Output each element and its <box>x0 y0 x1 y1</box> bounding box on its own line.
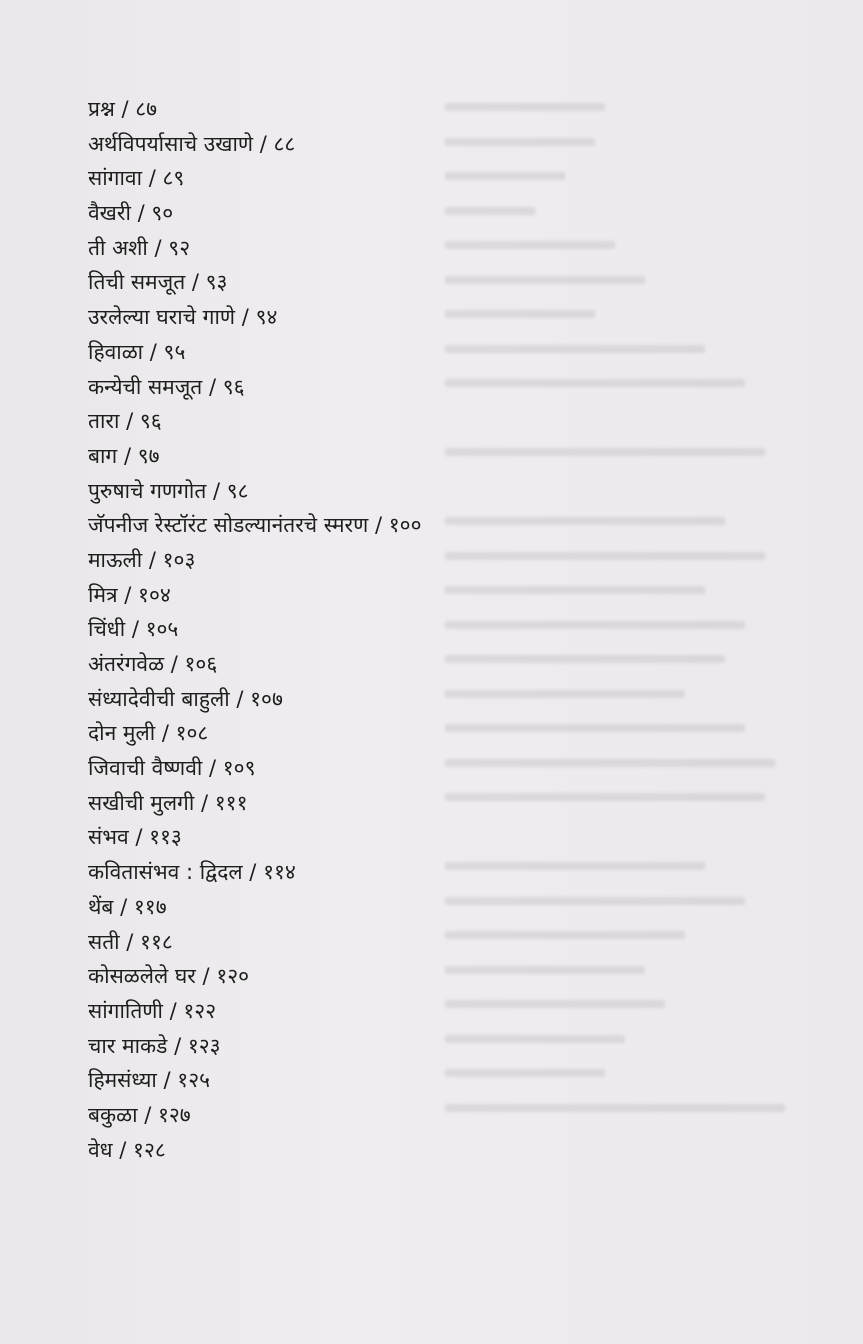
toc-entry <box>88 649 422 684</box>
toc-entry-title: संध्यादेवीची बाहुली <box>88 686 230 711</box>
toc-entry-title: कन्येची समजूत <box>88 374 203 399</box>
toc-entry <box>88 788 422 823</box>
toc-entry-separator: / <box>206 478 227 503</box>
toc-entry-title: सती <box>88 929 120 954</box>
toc-entry-separator: / <box>125 617 146 642</box>
toc-entry <box>88 580 422 615</box>
toc-entry-separator: / <box>194 790 215 815</box>
toc-entry <box>88 163 422 198</box>
toc-entry-title: सांगावा <box>88 166 143 191</box>
toc-entry <box>88 927 422 962</box>
toc-entry <box>88 267 422 302</box>
toc-entry-page-number: १२३ <box>187 1033 221 1058</box>
toc-entry-page-number: ९५ <box>163 339 186 364</box>
toc-entry-title: संभव <box>88 825 129 850</box>
toc-entry <box>88 233 422 268</box>
toc-entry-separator: / <box>142 166 163 191</box>
toc-entry-title: बकुळा <box>88 1102 138 1127</box>
toc-entry <box>88 545 422 580</box>
toc-entry-separator: / <box>119 409 140 434</box>
show-through-text <box>445 95 845 1155</box>
toc-entry-title: प्रश्न <box>88 97 115 121</box>
toc-entry-title: माऊली <box>88 547 143 572</box>
toc-entry-separator: / <box>147 235 169 260</box>
toc-entry-title: हिमसंध्या <box>88 1068 157 1093</box>
toc-entry-page-number: १०५ <box>145 617 179 642</box>
toc-entry-title: थेंब <box>88 894 114 919</box>
toc-entry <box>88 996 422 1031</box>
toc-entry-title: जिवाची वैष्णवी <box>88 756 203 781</box>
toc-entry <box>88 441 422 476</box>
toc-entry-title: वेध <box>88 1137 113 1162</box>
toc-entry <box>88 822 422 857</box>
toc-entry-page-number: १०८ <box>175 721 209 746</box>
toc-entry-separator: / <box>130 201 152 226</box>
toc-entry-page-number: ९७ <box>137 443 160 468</box>
toc-entry-title: चिंधी <box>88 617 126 642</box>
toc-entry <box>88 753 422 788</box>
toc-entry-title: हिवाळा <box>88 339 144 364</box>
toc-entry-page-number: ११४ <box>263 860 296 885</box>
toc-entry <box>88 476 422 511</box>
toc-entry-title: वैखरी <box>88 201 131 226</box>
toc-entry <box>88 684 422 719</box>
toc-entry-title: तिची समजूत <box>88 270 186 295</box>
toc-entry-separator: / <box>164 652 185 676</box>
toc-entry <box>88 510 422 545</box>
toc-entry-separator: / <box>119 929 141 954</box>
toc-entry-page-number: ९० <box>151 201 174 226</box>
toc-entry-page-number: १०६ <box>184 652 218 676</box>
toc-entry <box>88 857 422 892</box>
toc-entry-title: ती अशी <box>88 235 148 260</box>
toc-entry-separator: / <box>117 443 138 468</box>
toc-entry-page-number: ११७ <box>133 894 167 919</box>
toc-entry-page-number: १२२ <box>183 998 217 1023</box>
toc-entry-separator: / <box>142 547 163 572</box>
toc-entry <box>88 372 422 407</box>
toc-entry-separator: / <box>114 97 136 121</box>
toc-entry-separator: / <box>368 513 389 538</box>
toc-entry-title: अर्थविपर्यासाचे उखाणे <box>88 131 254 156</box>
toc-entry-page-number: ९६ <box>139 409 162 434</box>
toc-entry-separator: / <box>117 582 139 607</box>
toc-entry <box>88 614 422 649</box>
toc-entry <box>88 406 422 441</box>
toc-entry-page-number: ९८ <box>226 478 249 503</box>
toc-entry-page-number: १०४ <box>138 582 171 607</box>
toc-entry-separator: / <box>167 1033 188 1058</box>
toc-entry-title: चार माकडे <box>88 1033 168 1058</box>
toc-entry-page-number: १२७ <box>157 1102 191 1127</box>
toc-entry <box>88 337 422 372</box>
toc-entry <box>88 302 422 337</box>
toc-entry-separator: / <box>137 1102 158 1127</box>
toc-entry-separator: / <box>235 305 256 330</box>
toc-entry-title: सखीची मुलगी <box>88 790 195 815</box>
toc-entry-separator: / <box>242 860 264 885</box>
toc-entry-title: तारा <box>88 409 120 434</box>
toc-entry <box>88 1100 422 1135</box>
toc-entry-separator: / <box>112 1137 134 1162</box>
toc-entry-separator: / <box>253 131 274 156</box>
toc-entry-page-number: ११८ <box>140 929 173 954</box>
toc-entry-separator: / <box>229 686 251 711</box>
toc-entry-title: सांगातिणी <box>88 998 163 1023</box>
toc-entry-page-number: १२५ <box>177 1068 211 1093</box>
toc-entry-page-number: ८७ <box>135 97 158 121</box>
toc-entry-page-number: १२० <box>216 964 250 989</box>
toc-entry-page-number: १०३ <box>162 547 196 572</box>
toc-entry-page-number: १०० <box>388 513 422 538</box>
toc-entry-separator: / <box>143 339 164 364</box>
toc-entry <box>88 1065 422 1100</box>
toc-entry-separator: / <box>202 756 223 781</box>
toc-entry <box>88 1135 422 1170</box>
toc-entry-title: कवितासंभव : द्विदल <box>88 860 243 885</box>
toc-entry-title: मित्र <box>88 582 118 607</box>
toc-entry-separator: / <box>128 825 150 850</box>
toc-entry-title: उरलेल्या घराचे गाणे <box>88 305 236 330</box>
toc-entry-title: बाग <box>88 443 118 468</box>
toc-entry-title: कोसळलेले घर <box>88 964 196 989</box>
toc-entry-page-number: ९३ <box>205 270 228 295</box>
toc-entry-title: जॅपनीज रेस्टॉरंट सोडल्यानंतरचे स्मरण <box>88 513 369 538</box>
toc-entry-page-number: ९६ <box>222 374 245 399</box>
toc-entry-separator: / <box>185 270 206 295</box>
toc-entry-page-number: १११ <box>214 790 248 815</box>
toc-entry <box>88 129 422 164</box>
toc-entry <box>88 892 422 927</box>
toc-entry-page-number: ९४ <box>255 305 278 330</box>
toc-entry-page-number: ८९ <box>162 166 185 191</box>
toc-entry-page-number: ८८ <box>273 131 296 156</box>
toc-entry-separator: / <box>155 721 176 746</box>
toc-entry <box>88 961 422 996</box>
table-of-contents <box>88 94 422 1169</box>
toc-entry-page-number: १०७ <box>250 686 283 711</box>
toc-entry-page-number: ९२ <box>168 235 191 260</box>
toc-entry-title: अंतरंगवेळ <box>88 652 165 676</box>
toc-entry-separator: / <box>202 374 223 399</box>
toc-entry-separator: / <box>162 998 184 1023</box>
toc-entry-separator: / <box>156 1068 178 1093</box>
toc-entry-page-number: ११३ <box>149 825 182 850</box>
toc-entry-title: दोन मुली <box>88 721 156 746</box>
toc-entry-title: पुरुषाचे गणगोत <box>88 478 207 503</box>
toc-entry-page-number: १२८ <box>133 1137 166 1162</box>
toc-entry <box>88 198 422 233</box>
toc-entry <box>88 1031 422 1066</box>
toc-entry-separator: / <box>195 964 217 989</box>
toc-entry <box>88 718 422 753</box>
toc-entry-separator: / <box>113 894 134 919</box>
toc-entry <box>88 94 422 129</box>
toc-entry-page-number: १०९ <box>222 756 256 781</box>
